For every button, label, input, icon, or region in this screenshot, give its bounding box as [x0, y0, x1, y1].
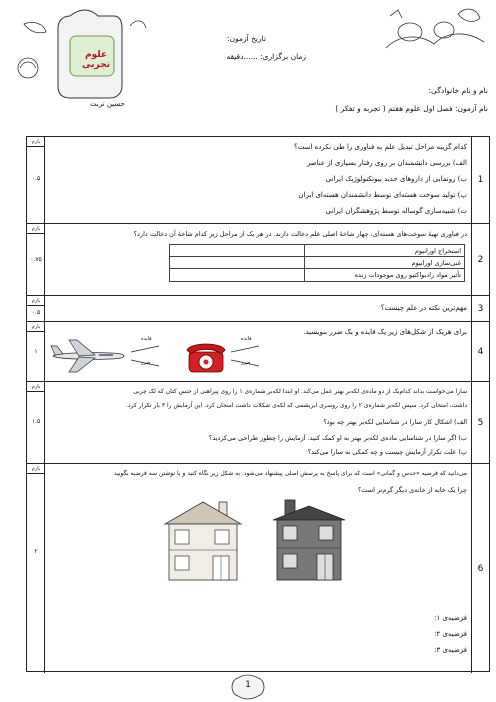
- question-row-3: [27, 295, 489, 321]
- telephone-arrows: [229, 340, 261, 376]
- answer-row: غنی‌سازی اورانیوم: [170, 257, 464, 269]
- question-number: 4: [471, 322, 489, 381]
- exam-header: [6, 4, 490, 136]
- exam-name-label: نام آزمون: فصل اول علوم هفتم ( تجربه و تفکر ): [335, 104, 488, 113]
- answer-table: [169, 244, 465, 282]
- hypothesis-2: فرضیه‌ی ۲:: [434, 630, 467, 638]
- airplane-figure: [49, 338, 127, 374]
- question-number: 5: [471, 382, 489, 463]
- house-figure-right: [271, 498, 347, 582]
- logo-text: علوم تجربی: [82, 50, 110, 70]
- question-number: 2: [471, 224, 489, 295]
- page-number: 1: [245, 680, 251, 690]
- question-row-6: [27, 463, 489, 673]
- question-content: سارا می‌خواست بداند کدام‌یک از دو ماده‌ی لکه‌بر بهتر عمل می‌کند. او ابتدا لکه‌بر شماره‌ی ۱ را روی پیراهنی از جنس کتان که لک چربی داشت، امتحان کرد. سپس لکه‌بر شماره‌ی ۲ را روی روسری ابریشمی که لکه‌ی شکلات داشت امتحان کرد. این آزمایش را ۳ بار تکرار کرد. الف) اشکال کار سارا در شناسایی لکه‌بر بهتر چه بود؟ ب) اگر سارا در شناسایی ماده‌ی لکه‌بر بهتر به او کمک کنید. آزمایش را چطور طراحی می‌کردید؟ پ) علت تکرار آزمایش چیست و چه کمکی به سارا می‌کند؟: [126, 388, 467, 456]
- question-content: برای هریک از شکل‌های زیر یک فایده و یک ضرر بنویسید. فایده ضرر فایده ضرر: [45, 322, 471, 381]
- score-column: بارم ۲: [27, 464, 45, 673]
- question-content: در فناوری تهیهٔ سوخت‌های هسته‌ای، چهار شاخهٔ اصلی علم دخالت دارند. در هر یک از مراحل زیر کدام شاخهٔ آن دخالت دارد؟ استخراج اورانیوم غنی‌سازی اورانیوم تأثیر مواد رادیواکتیو روی موجودات زنده: [45, 224, 471, 295]
- student-name-label: نام و نام خانوادگی:: [428, 86, 488, 95]
- question-number: 3: [471, 296, 489, 321]
- question-content: مهم‌ترین نکته در علم چیست؟: [380, 304, 467, 312]
- score-column: بارم ۰.۵: [27, 296, 45, 321]
- airplane-arrows: [129, 340, 161, 376]
- exam-duration-label: زمان برگزاری: ......دقیقه: [226, 52, 306, 61]
- exam-date-label: تاریخ آزمون:: [227, 34, 266, 43]
- right-decoration: [380, 4, 490, 64]
- question-number: 1: [471, 137, 489, 223]
- score-column: بارم ۱: [27, 322, 45, 381]
- question-row-4: [27, 321, 489, 381]
- answer-row: استخراج اورانیوم: [170, 245, 464, 257]
- question-number: 6: [471, 464, 489, 673]
- score-column: بارم ۱.۵: [27, 382, 45, 463]
- telephone-figure: [185, 338, 227, 376]
- score-column: بارم ۰.۵: [27, 137, 45, 223]
- question-row-1: [27, 137, 489, 223]
- teacher-name: حسین تربت: [90, 100, 125, 108]
- question-content: می‌دانید که فرضیه «حدس و گمانی» است که برای پاسخ به پرسش اصلی پیشنهاد می‌شود. به شکل زیر نگاه کنید و با نوشتن سه فرضیه بگویید چرا یک خانه از خانه‌ی دیگر گرم‌تر است؟ فرضیه‌ی ۱: فرضیه‌ی ۲: فرضیه‌ی ۳:: [113, 470, 467, 654]
- hypothesis-1: فرضیه‌ی ۱:: [434, 614, 467, 622]
- question-content: کدام گزینه مراحل تبدیل علم به فناوری را طی نکرده است؟ الف) بررسی دانشمندان بر روی رفتار بسیاری از عناصر ب) رونمایی از داروهای جدید بیوتکنولوژیک ایرانی پ) تولید سوخت هسته‌ای توسط دانشمندان هسته‌ای ایران ت) شبیه‌سازی گوساله توسط پژوهشگران ایرانی: [294, 143, 467, 215]
- house-figure-left: [163, 498, 243, 582]
- answer-row: تأثیر مواد رادیواکتیو روی موجودات زنده: [170, 269, 464, 281]
- question-row-2: [27, 223, 489, 295]
- question-row-5: [27, 381, 489, 463]
- score-column: بارم ۰.۷۵: [27, 224, 45, 295]
- questions-table: [26, 136, 490, 672]
- hypothesis-3: فرضیه‌ی ۳:: [434, 646, 467, 654]
